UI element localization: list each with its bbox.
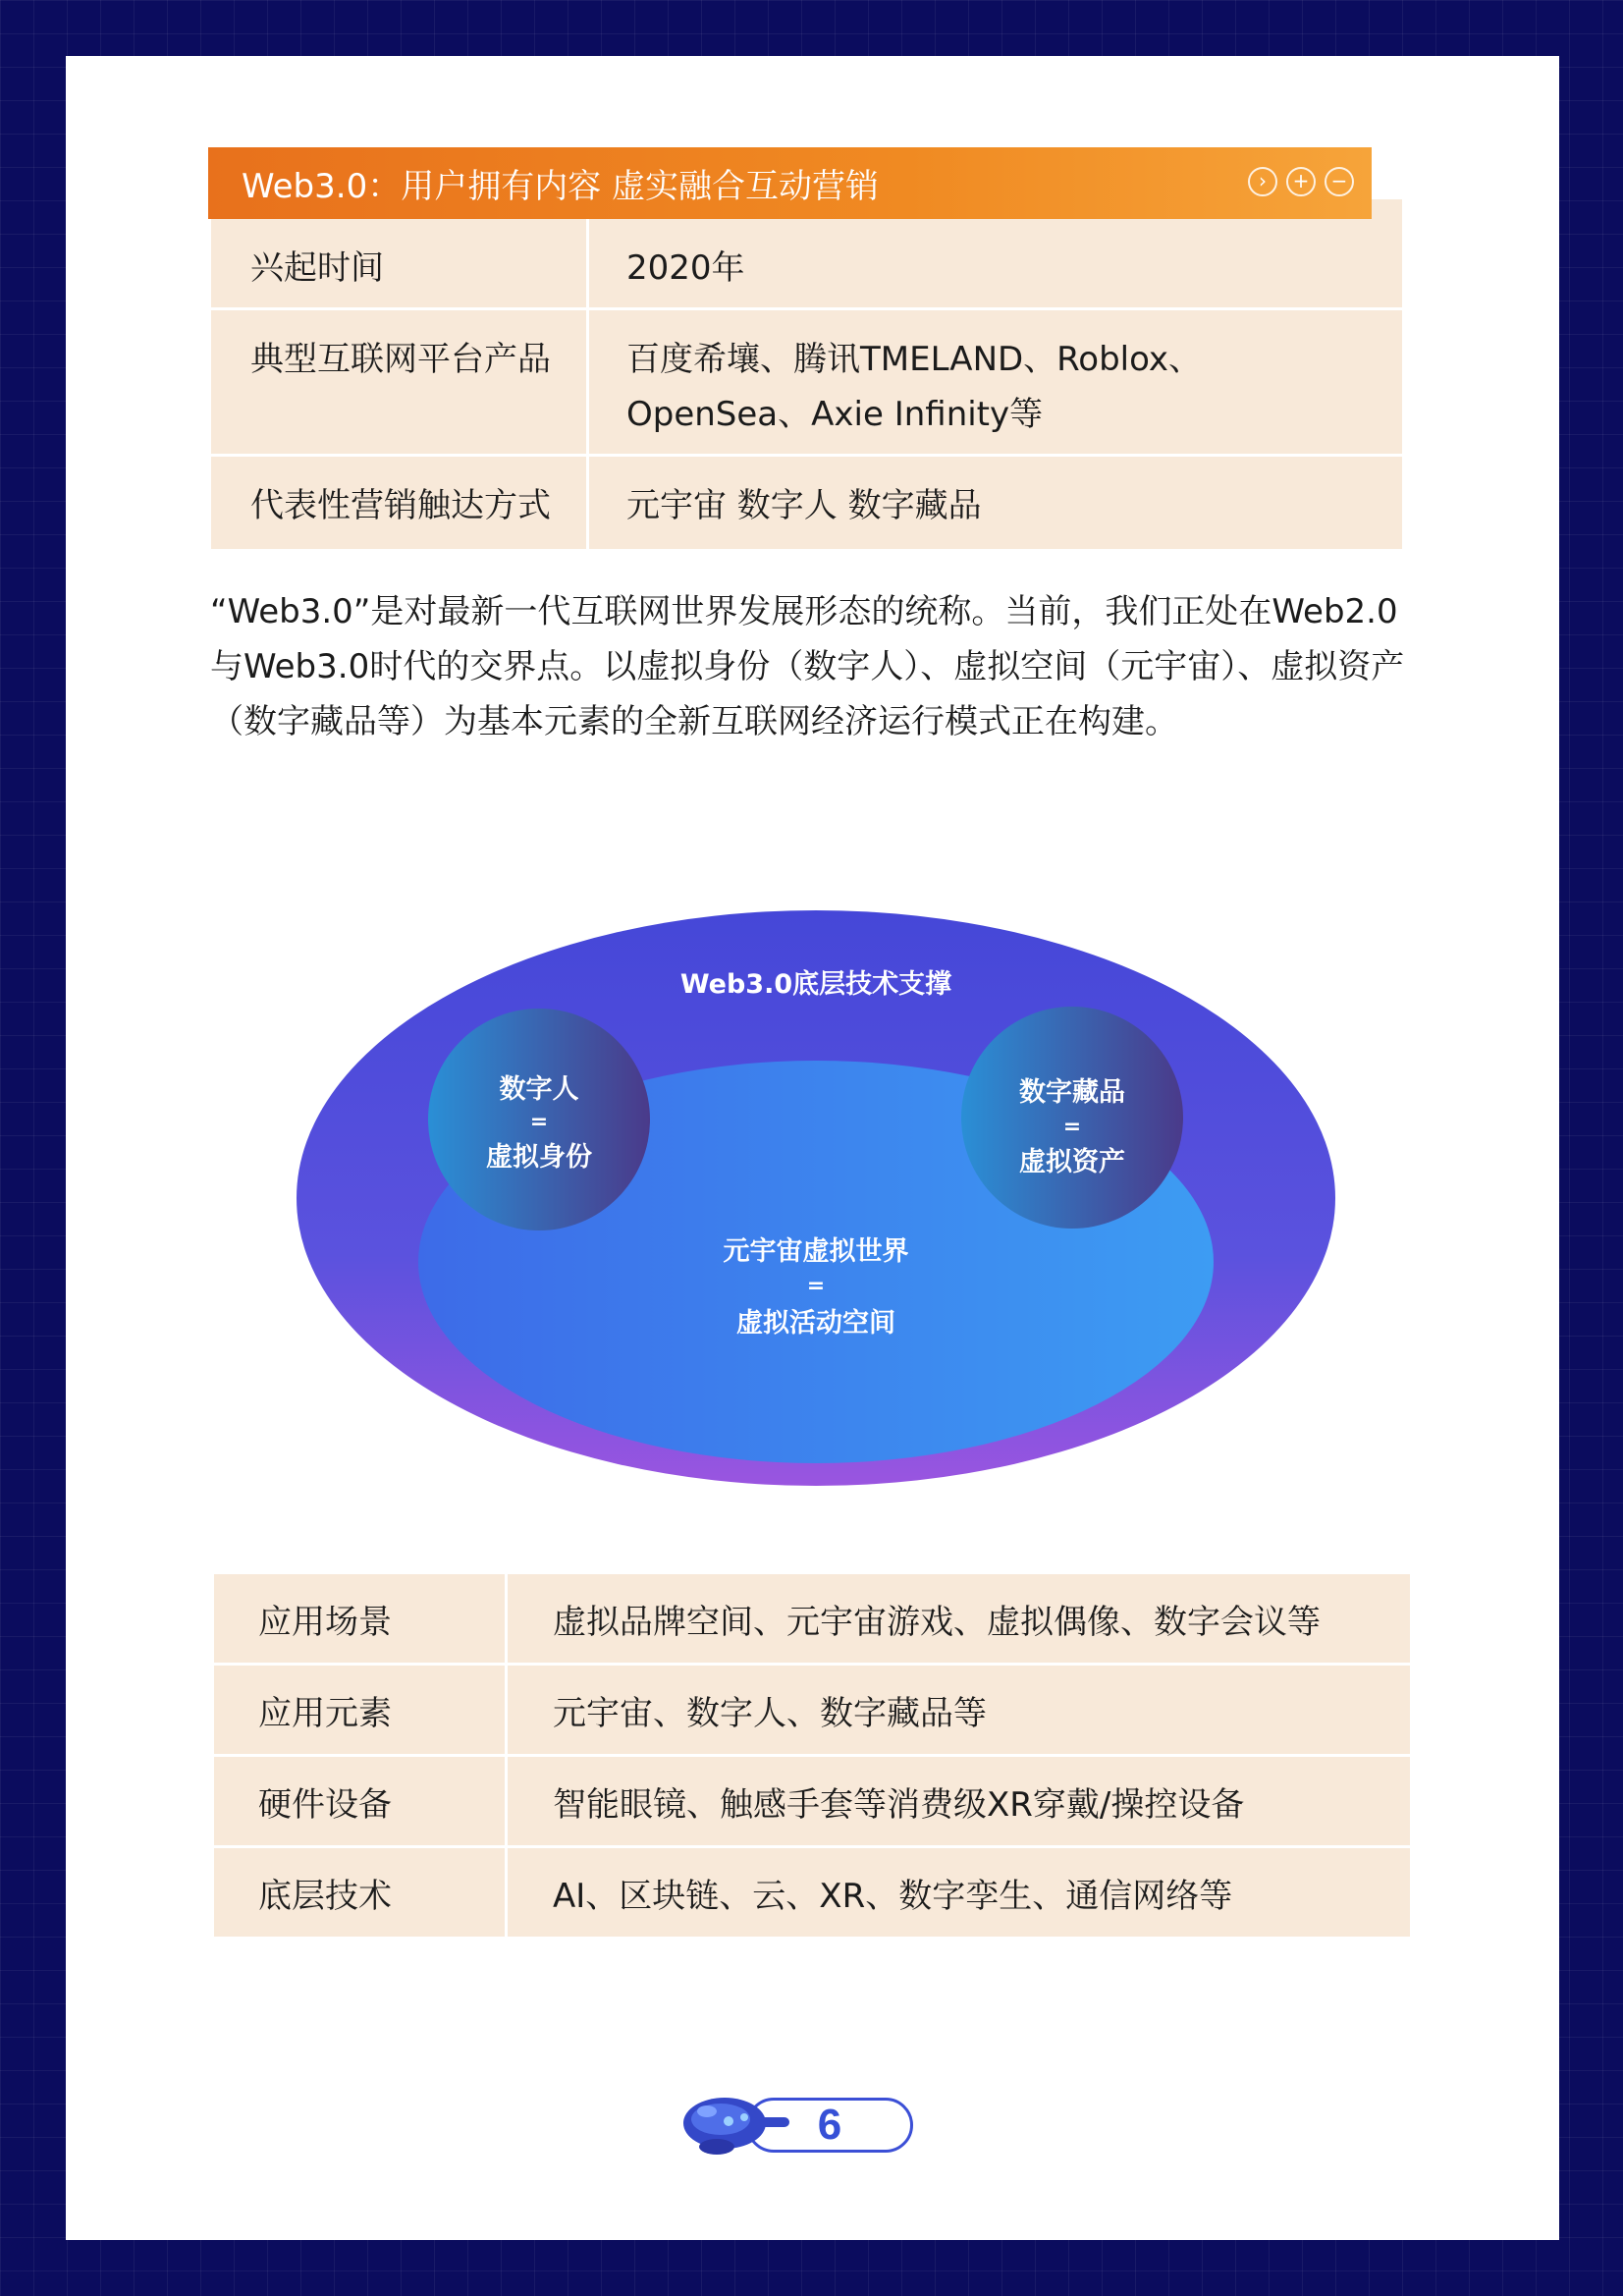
center-line1: 元宇宙虚拟世界 xyxy=(723,1236,909,1267)
web3-diagram xyxy=(295,908,1337,1488)
table-row xyxy=(213,1847,1412,1939)
row-key: 应用场景 xyxy=(213,1573,507,1665)
table-row xyxy=(213,1573,1412,1665)
top-info-table xyxy=(208,196,1405,552)
row-key: 底层技术 xyxy=(213,1847,507,1939)
plus-icon[interactable]: + xyxy=(1286,167,1316,196)
row-key: 应用元素 xyxy=(213,1665,507,1756)
right-line2: 虚拟资产 xyxy=(1019,1147,1125,1177)
window-controls xyxy=(1248,167,1354,196)
table-row xyxy=(213,1665,1412,1756)
row-key: 兴起时间 xyxy=(210,198,588,309)
center-eq: = xyxy=(806,1274,826,1298)
row-key: 代表性营销触达方式 xyxy=(210,456,588,551)
row-value: 元宇宙、数字人、数字藏品等 xyxy=(507,1665,1412,1756)
next-icon[interactable]: › xyxy=(1248,167,1277,196)
row-value: 虚拟品牌空间、元宇宙游戏、虚拟偶像、数字会议等 xyxy=(507,1573,1412,1665)
row-value: 智能眼镜、触感手套等消费级XR穿戴/操控设备 xyxy=(507,1756,1412,1847)
outer-label: Web3.0底层技术支撑 xyxy=(679,969,952,1000)
minus-icon[interactable]: − xyxy=(1325,167,1354,196)
center-line2: 虚拟活动空间 xyxy=(736,1308,895,1339)
card-title: Web3.0：用户拥有内容 虚实融合互动营销 xyxy=(242,167,880,206)
row-key: 典型互联网平台产品 xyxy=(210,309,588,456)
row-value: 2020年 xyxy=(588,198,1404,309)
application-table xyxy=(211,1571,1413,1940)
row-key: 硬件设备 xyxy=(213,1756,507,1847)
robot-mascot-icon xyxy=(677,2082,795,2160)
right-eq: = xyxy=(1062,1115,1082,1139)
page-number: 6 xyxy=(817,2101,842,2149)
table-row xyxy=(210,309,1404,456)
left-line1: 数字人 xyxy=(499,1074,579,1105)
table-row xyxy=(210,456,1404,551)
table-row xyxy=(213,1756,1412,1847)
right-line1: 数字藏品 xyxy=(1019,1077,1125,1108)
left-line2: 虚拟身份 xyxy=(486,1142,592,1173)
page-number-badge xyxy=(677,2082,933,2160)
left-eq: = xyxy=(529,1110,549,1134)
intro-paragraph: “Web3.0”是对最新一代互联网世界发展形态的统称。当前，我们正处在Web2.0与Web3.0时代的交界点。以虚拟身份（数字人）、虚拟空间（元宇宙）、虚拟资产（数字藏品等）为基本元素的全新互联网经济运行模式正在构建。 xyxy=(210,592,1405,741)
row-value: AI、区块链、云、XR、数字孪生、通信网络等 xyxy=(507,1847,1412,1939)
row-value: 元宇宙 数字人 数字藏品 xyxy=(588,456,1404,551)
row-value: 百度希壤、腾讯TMELAND、Roblox、OpenSea、Axie Infinity等 xyxy=(588,309,1404,456)
card-header xyxy=(208,147,1372,219)
